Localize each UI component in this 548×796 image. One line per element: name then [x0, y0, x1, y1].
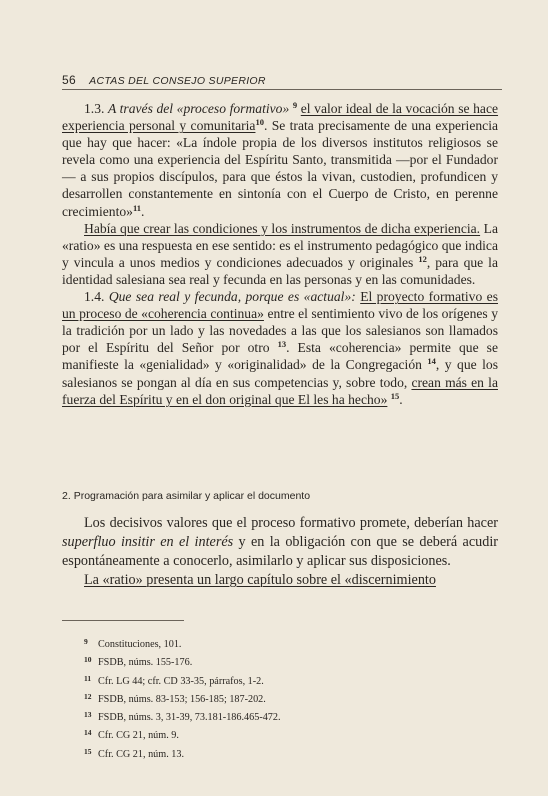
underlined-text: Había que crear las condiciones y los instrumentos de dicha experiencia. — [84, 220, 481, 236]
footnote-text: Cfr. CG 21, núm. 9. — [98, 730, 179, 742]
footnote-number: 12 — [84, 691, 92, 701]
paragraph-2 — [62, 220, 498, 288]
footnote-text: FSDB, núms. 155-176. — [98, 657, 193, 669]
underlined-text: crean más en la fuerza del Espíritu y en el don original que El les ha hecho» — [62, 374, 498, 407]
italic-text: superfluo insitir en el interés — [62, 534, 234, 550]
footnote — [84, 689, 484, 707]
footnote-number: 9 — [84, 637, 88, 646]
paragraph-text: . Esta «coherencia» permite que se manifieste la «genialidad» y «originalidad» de la Congregación — [62, 340, 498, 373]
paragraph-text: y en la obligación con que se deberá acudir espontáneamente a conocerlo, asimilarlo y aplicar sus disposiciones. — [62, 534, 499, 569]
section-number: 1.3. — [84, 101, 105, 116]
footnote-text: Cfr. LG 44; cfr. CD 33-35, párrafos, 1-2. — [98, 675, 264, 687]
footnote — [84, 634, 484, 652]
footnote — [84, 707, 484, 725]
section-heading: Que sea real y fecunda, porque es «actual»: — [108, 289, 356, 305]
body-text-lower — [62, 514, 498, 590]
paragraph-text: , para que la identidad salesiana sea real y fecunda en las personas y en las comunidades. — [62, 254, 498, 287]
footnote-number: 10 — [84, 655, 92, 665]
running-title: ACTAS DEL CONSEJO SUPERIOR — [89, 75, 266, 87]
section-title: Programación para asimilar y aplicar el documento — [73, 490, 311, 502]
footnote — [84, 744, 484, 762]
paragraph-text: entre el sentimiento vivo de los orígenes y la tradición por un lado y las novedades a las que los salesianos son llamados por el Espíritu del Señor por otro — [62, 306, 498, 356]
paragraph-text: . Se trata precisamente de una experiencia que hay que hacer: «La índole propia de los diversos institutos religiosos se revela como una experiencia del Espíritu Santo, transmitida —por el Fundador— a sus propios discípulos, para que éstos la vivan, custodien, profundicen y desarrollen constantemente en sintonía con el Cuerpo de Cristo, en perenne crecimiento» — [62, 118, 498, 219]
underlined-text: La «ratio» presenta un largo capítulo sobre el «discernimiento — [84, 572, 436, 588]
footnote — [84, 725, 484, 743]
footnote-ref[interactable]: 13 — [277, 339, 287, 350]
footnote-text: Constituciones, 101. — [98, 639, 182, 650]
punctuation: . — [399, 391, 403, 407]
footnote-number: 13 — [84, 710, 92, 720]
footnote-ref[interactable]: 9 — [292, 100, 298, 110]
section-heading: A través del «proceso formativo» — [108, 101, 290, 116]
footnote-ref[interactable]: 11 — [132, 202, 141, 213]
underlined-text: El proyecto formativo es un proceso de «coherencia continua» — [62, 289, 498, 322]
paragraph-text: Los decisivos valores que el proceso formativo promete, deberían hacer — [84, 515, 498, 531]
paragraph-1-4 — [62, 288, 498, 408]
footnote — [84, 671, 484, 689]
paragraph-text: , y que los salesianos se pongan al día en sus competencias y, sobre todo, — [62, 357, 499, 390]
page-number: 56 — [62, 73, 76, 87]
section-heading-2 — [62, 490, 498, 502]
section-number: 2. — [62, 490, 71, 502]
footnote-text: FSDB, núms. 83-153; 156-185; 187-202. — [98, 693, 266, 705]
body-text-upper — [62, 100, 498, 408]
paragraph-4 — [62, 514, 498, 571]
footnotes — [84, 634, 484, 762]
footnote-ref[interactable]: 14 — [427, 356, 436, 367]
footnote-number: 11 — [84, 673, 92, 683]
section-number: 1.4. — [84, 289, 105, 305]
paragraph-1-3 — [62, 100, 498, 220]
footnote-number: 14 — [84, 728, 92, 738]
footnote-ref[interactable]: 10 — [255, 117, 264, 128]
footnote-ref[interactable]: 12 — [418, 253, 427, 264]
footnote-text: FSDB, núms. 3, 31-39, 73.181-186.465-472. — [98, 712, 281, 724]
paragraph-5 — [62, 571, 498, 590]
paragraph-text: La «ratio» es una respuesta en ese sentido: es el instrumento pedagógico que indica y vincula a unos medios y condiciones adecuados y originales — [62, 220, 498, 270]
footnote — [84, 652, 484, 670]
footnote-number: 15 — [84, 746, 92, 756]
footnote-ref[interactable]: 15 — [390, 390, 400, 401]
punctuation: . — [141, 203, 145, 219]
underlined-text: el valor ideal de la vocación se hace experiencia personal y comunitaria — [62, 101, 499, 134]
footnote-text: Cfr. CG 21, núm. 13. — [98, 748, 185, 760]
running-header — [62, 73, 502, 90]
footnote-divider — [62, 620, 184, 621]
